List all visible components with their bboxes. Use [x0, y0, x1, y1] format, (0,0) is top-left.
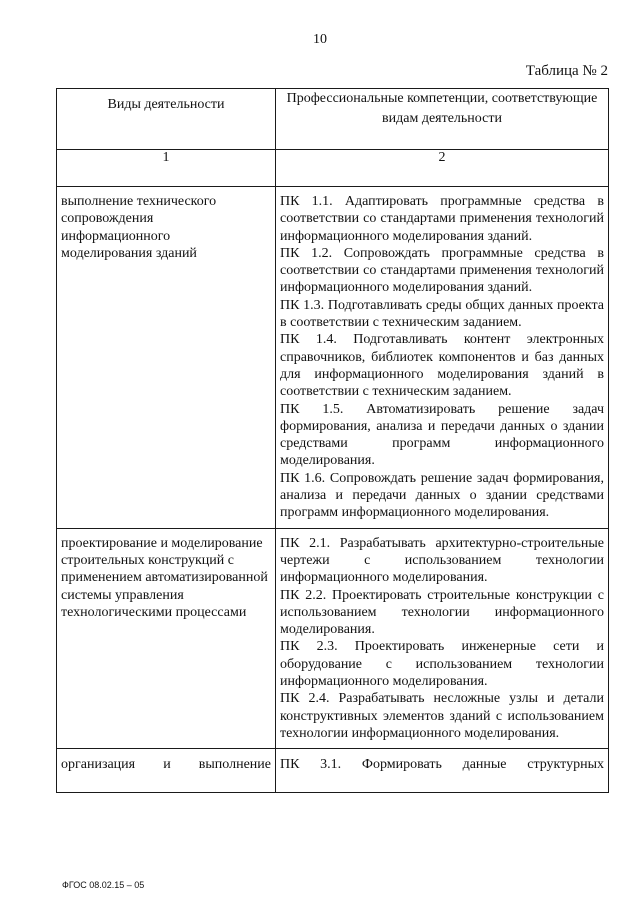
competency-item: ПК 3.1. Формировать данные структурных	[280, 757, 604, 773]
table-row	[57, 187, 609, 529]
competencies-cell	[276, 528, 609, 749]
activity-cell: проектирование и моделирование строительных конструкций с применением автоматизированной системы управления технологическими процессами	[57, 528, 276, 749]
column-number-2: 2	[276, 150, 609, 187]
competency-item: ПК 2.4. Разрабатывать несложные узлы и детали конструктивных элементов зданий с использованием технологии информационного моделирования.	[280, 691, 604, 741]
competencies-cell	[276, 187, 609, 529]
table-row	[57, 528, 609, 749]
competency-item: ПК 1.5. Автоматизировать решение задач формирования, анализа и передачи данных о здании средствами программ информационного моделирования.	[280, 401, 604, 469]
page-number: 10	[313, 32, 327, 47]
activity-cell: выполнение технического сопровождения информационного моделирования зданий	[57, 187, 276, 529]
table-header-row	[57, 89, 609, 150]
competencies-cell	[276, 749, 609, 793]
competency-item: ПК 2.3. Проектировать инженерные сети и оборудование с использованием технологии информационного моделирования.	[280, 639, 604, 690]
column-number-1: 1	[57, 150, 276, 187]
competency-item: ПК 1.4. Подготавливать контент электронных справочников, библиотек компонентов и баз данных для информационного моделирования зданий в соответствии с техническим заданием.	[280, 332, 604, 400]
table-row	[57, 749, 609, 793]
competency-item: ПК 2.1. Разрабатывать архитектурно-строительные чертежи с использованием технологии информационного моделирования.	[280, 535, 604, 586]
competency-item: ПК 1.6. Сопровождать решение задач формирования, анализа и передачи данных о здании средствами программ информационного моделирования.	[280, 470, 604, 521]
competency-item: ПК 1.1. Адаптировать программные средства в соответствии со стандартами применения технологий информационного моделирования зданий.	[280, 194, 604, 244]
document-footer: ФГОС 08.02.15 – 05	[62, 880, 145, 890]
header-activities: Виды деятельности	[57, 89, 276, 150]
competency-item: ПК 2.2. Проектировать строительные конструкции с использованием технологии информационного моделирования.	[280, 587, 604, 638]
competency-item: ПК 1.3. Подготавливать среды общих данных проекта в соответствии с техническим заданием.	[280, 297, 604, 331]
header-competencies: Профессиональные компетенции, соответствующие видам деятельности	[276, 89, 609, 150]
table-caption: Таблица № 2	[525, 63, 608, 79]
column-numbering-row	[57, 150, 609, 187]
competency-item: ПК 1.2. Сопровождать программные средства в соответствии со стандартами применения технологий информационного моделирования зданий.	[280, 245, 604, 296]
activity-cell: организация и выполнение	[57, 749, 276, 793]
competencies-table	[56, 88, 609, 793]
